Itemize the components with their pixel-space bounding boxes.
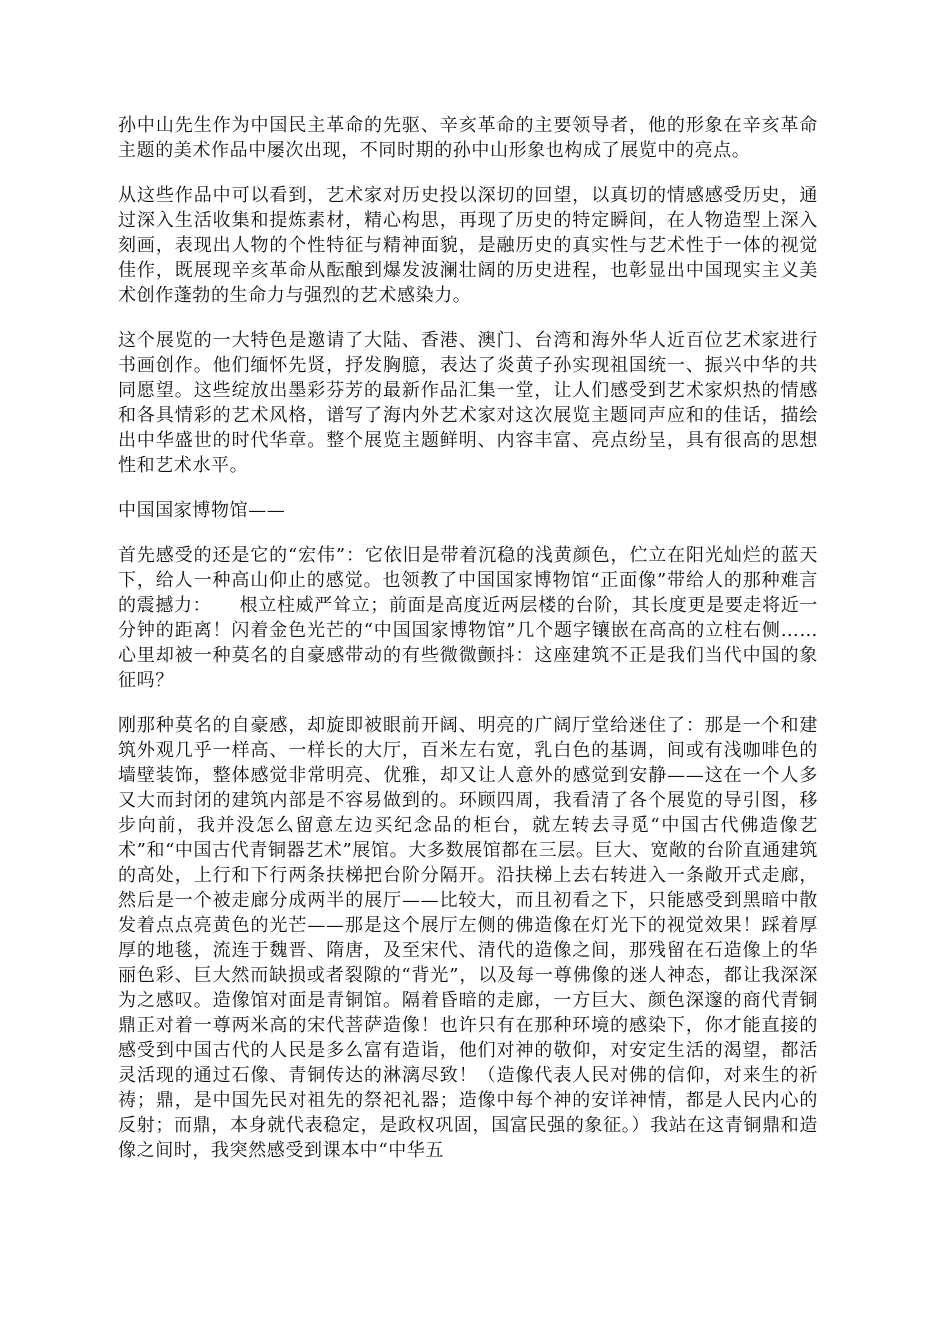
paragraph-museum-interior: 刚那种莫名的自豪感，却旋即被眼前开阔、明亮的广阔厅堂给迷住了：那是一个和建筑外观几乎一样高、一样长的大厅，百米左右宽，乳白色的基调，间或有浅咖啡色的墙壁装饰，整体感觉非常明亮、优雅，却又让人意外的感觉到安静——这在一个人多又大而封闭的建筑内部是不容易做到的。环顾四周，我看清了各个展览的导引图，移步向前，我并没怎么留意左边买纪念品的柜台，就左转去寻觅“中国古代佛造像艺术”和“中国古代青铜器艺术”展馆。大多数展馆都在三层。巨大、宽敞的台阶直通建筑的高处，上行和下行两条扶梯把台阶分隔开。沿扶梯上去右转进入一条敞开式走廊，然后是一个被走廊分成两半的展厅——比较大，而且初看之下，只能感受到黑暗中散发着点点亮黄色的光芒——那是这个展厅左侧的佛造像在灯光下的视觉效果！踩着厚厚的地毯，流连于魏晋、隋唐，及至宋代、清代的造像之间，那残留在石造像上的华丽色彩、巨大然而缺损或者裂隙的“背光”，以及每一尊佛像的迷人神态，都让我深深为之感叹。造像馆对面是青铜馆。隔着昏暗的走廊，一方巨大、颜色深邃的商代青铜鼎正对着一尊两米高的宋代菩萨造像！也许只有在那种环境的感染下，你才能直接的感受到中国古代的人民是多么富有造诣，他们对神的敬仰，对安定生活的渴望，都活灵活现的通过石像、青铜传达的淋漓尽致！（造像代表人民对佛的信仰，对来生的祈祷；鼎，是中国先民对祖先的祭祀礼器；造像中每个神的安详神情，都是人民内心的反射；而鼎，本身就代表稳定，是政权巩固，国富民强的象征。）我站在这青铜鼎和造像之间时，我突然感受到课本中“中华五	[118, 715, 818, 1161]
paragraph-museum-exterior: 首先感受的还是它的“宏伟”：它依旧是带着沉稳的浅黄颜色，伫立在阳光灿烂的蓝天下，给人一种高山仰止的感觉。也领教了中国国家博物馆“正面像”带给人的那种难言的震撼力： 根立柱威严耸立；前面是高度近两层楼的台阶，其长度更是要走将近一分钟的距离！闪着金色光芒的“中国国家博物馆”几个题字镶嵌在高高的立柱右侧……心里却被一种莫名的自豪感带动的有些微微颤抖：这座建筑不正是我们当代中国的象征吗？	[118, 545, 818, 691]
section-heading-national-museum: 中国国家博物馆——	[118, 500, 286, 521]
document-page	[118, 113, 818, 1183]
paragraph-artworks-review: 从这些作品中可以看到，艺术家对历史投以深切的回望，以真切的情感感受历史，通过深入生活收集和提炼素材，精心构思，再现了历史的特定瞬间，在人物造型上深入刻画，表现出人物的个性特征与精神面貌，是融历史的真实性与艺术性于一体的视觉佳作，既展现辛亥革命从酝酿到爆发波澜壮阔的历史进程，也彰显出中国现实主义美术创作蓬勃的生命力与强烈的艺术感染力。	[118, 185, 818, 306]
paragraph-exhibition-feature: 这个展览的一大特色是邀请了大陆、香港、澳门、台湾和海外华人近百位艺术家进行书画创作。他们缅怀先贤，抒发胸臆，表达了炎黄子孙实现祖国统一、振兴中华的共同愿望。这些绽放出墨彩芬芳的最新作品汇集一堂，让人们感受到艺术家炽热的情感和各具情彩的艺术风格，谱写了海内外艺术家对这次展览主题同声应和的佳话，描绘出中华盛世的时代华章。整个展览主题鲜明、内容丰富、亮点纷呈，具有很高的思想性和艺术水平。	[118, 330, 818, 476]
paragraph-sun-yat-sen: 孙中山先生作为中国民主革命的先驱、辛亥革命的主要领导者，他的形象在辛亥革命主题的美术作品中屡次出现，不同时期的孙中山形象也构成了展览中的亮点。	[118, 115, 818, 161]
